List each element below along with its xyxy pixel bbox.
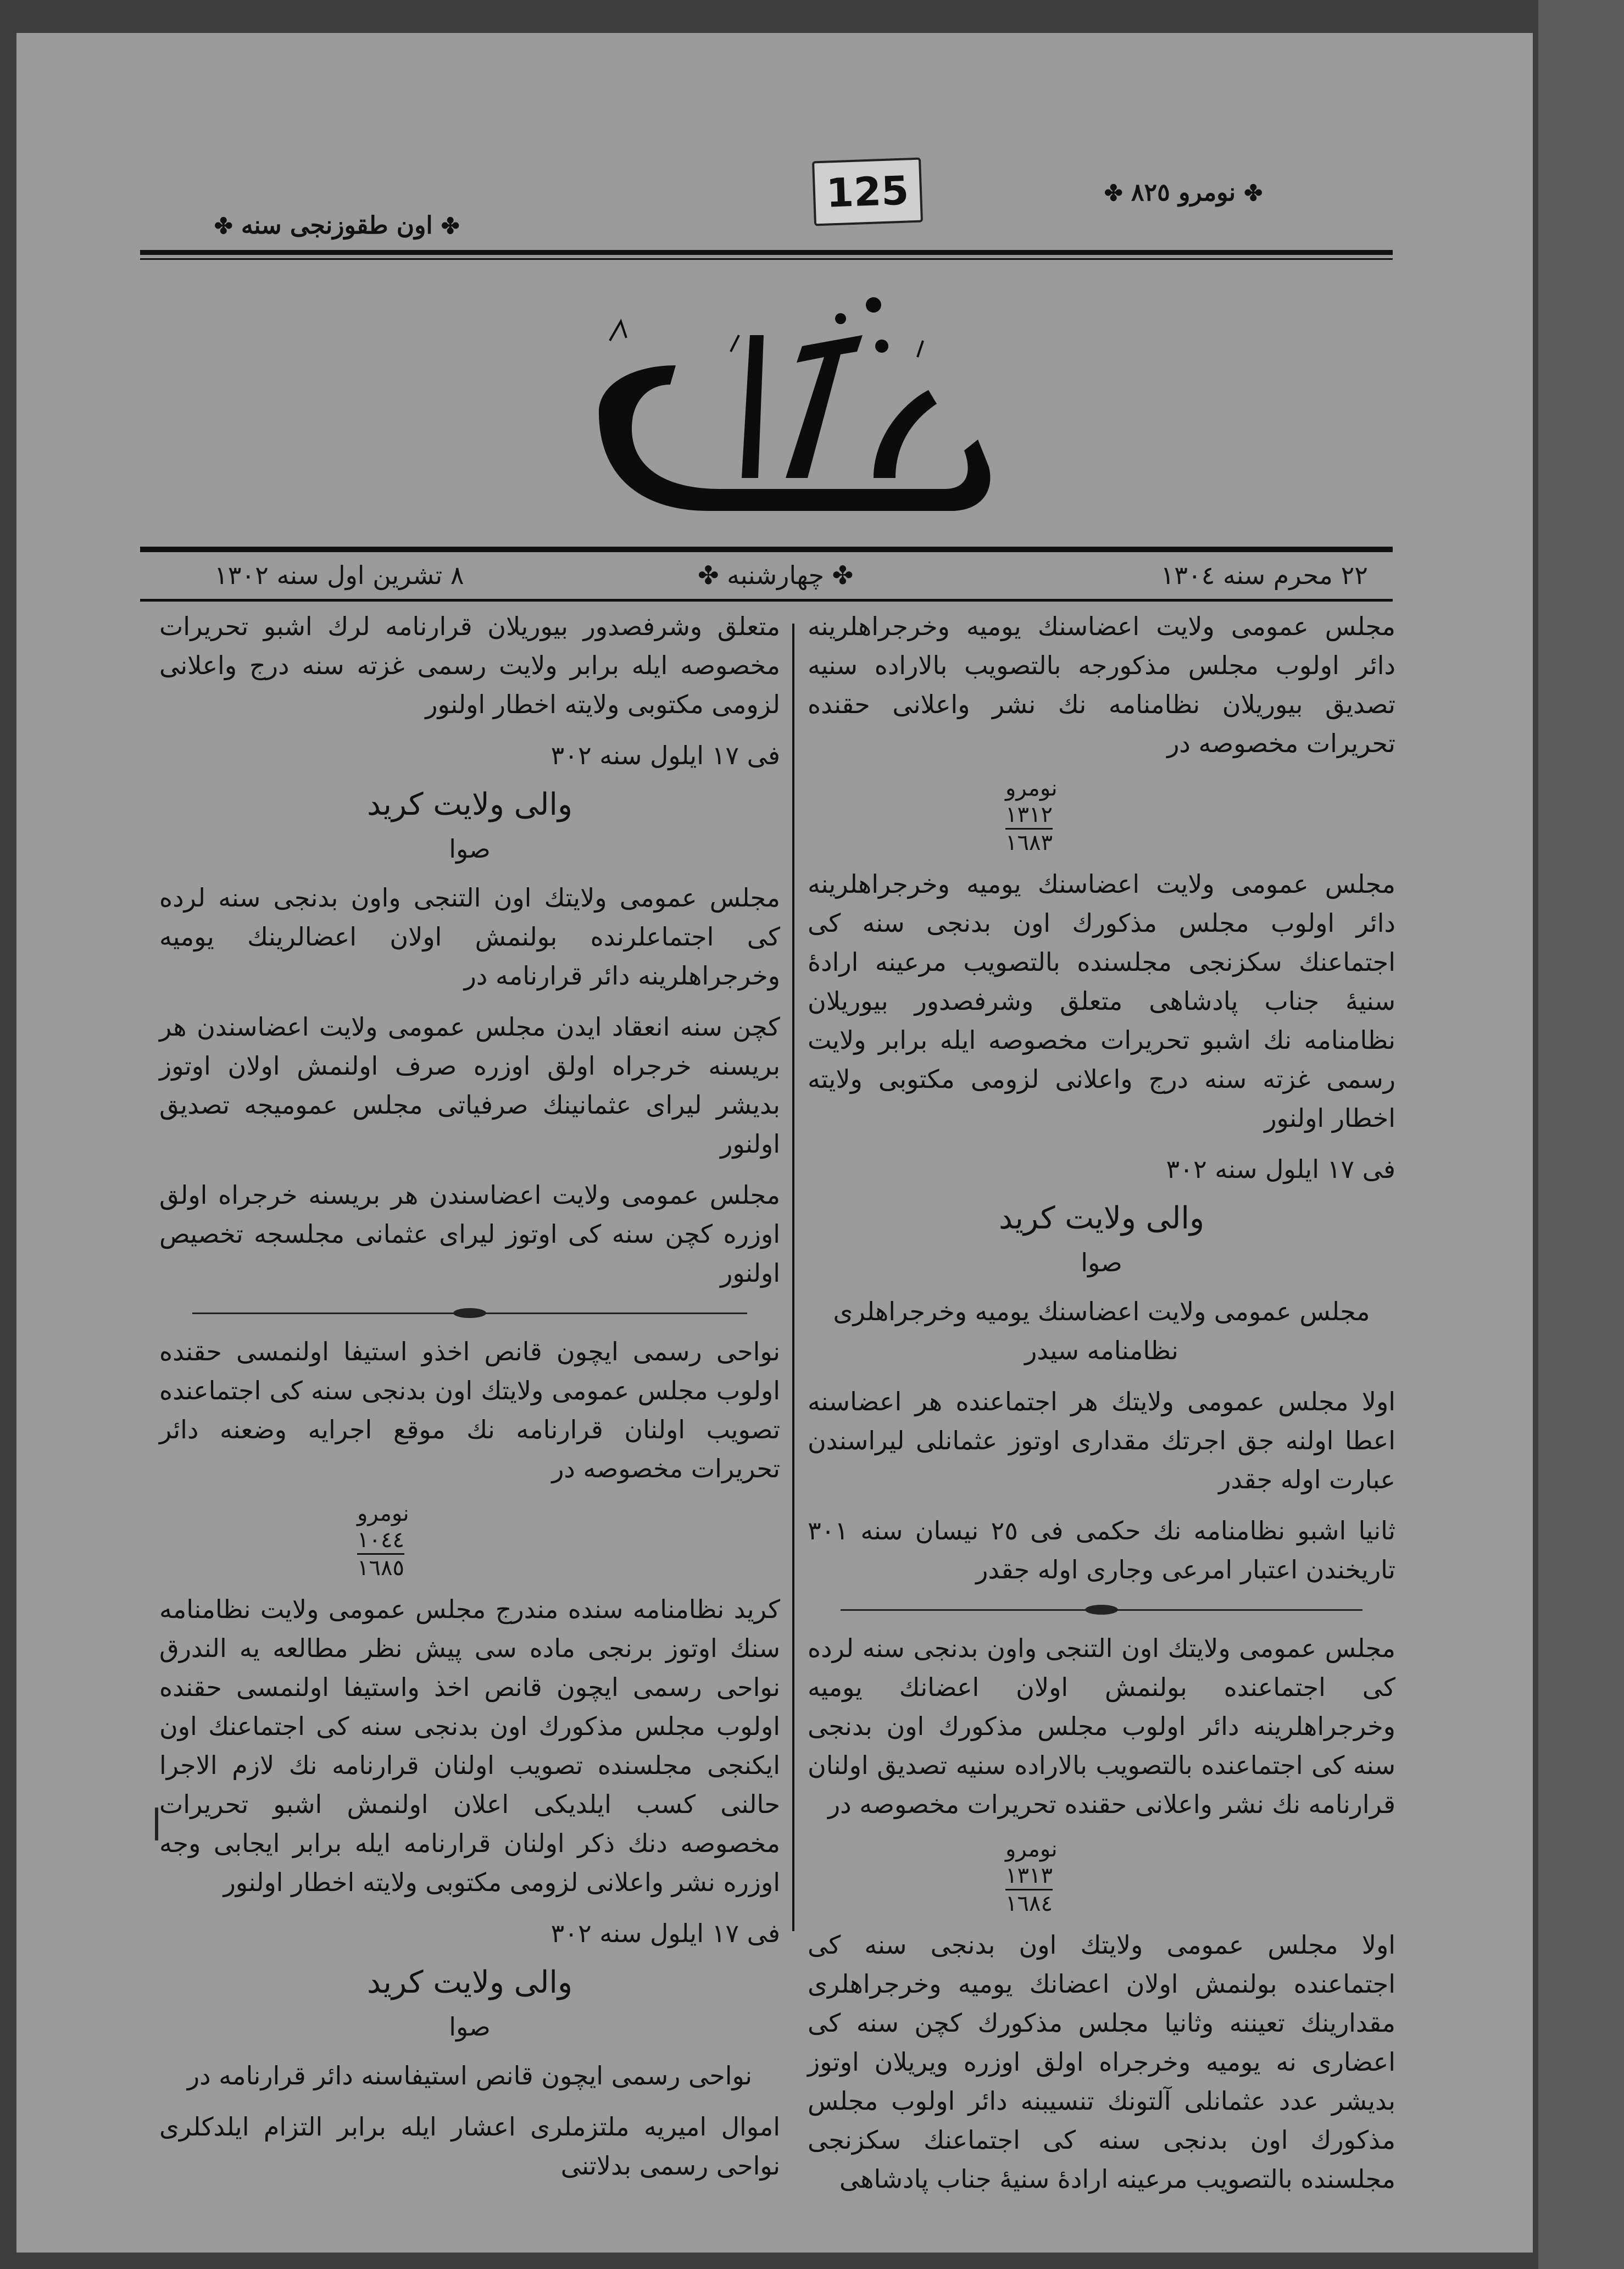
article-paragraph: مجلس عمومی ولایت اعضاسنك یومیه وخرجراهلرینه دائر اولوب مجلس مذكورك اون بدنجی سنه كی اجتماعنك سكزنجی مجلسنده بالتصویب مرعینه ارادهٔ سنیهٔ جناب پادشاهی متعلق وشرفصدور بیوریلان نظامنامه نك اشبو تحریرات مخصوصه ایله برابر ولایت رسمی غزته سنه درج واعلانی لزومی مكتوبی ولایته اخطار اولنور	[808, 869, 1395, 1133]
column-divider	[792, 624, 794, 1931]
article-paragraph: ثانیا اشبو نظامنامه نك حكمی فی ٢٥ نیسان سنه ٣٠١ تاریخندن اعتبار امرعی وجاری اوله جقدر	[808, 1516, 1395, 1584]
signer-name: صوا	[449, 2012, 491, 2042]
article-paragraph: اموال امیریه ملتزملری اعشار ایله برابر التزام ایلدكلری نواحی رسمی بدلاتنی	[159, 2112, 780, 2181]
star-ornament-icon: ✤	[441, 213, 460, 239]
article-paragraph: نواحی رسمی ایچون قانص اخذو استیفا اولنمسی حقنده اولوب مجلس عمومی ولایتك اون بدنجی سنه كی اجتماعنده تصویب اولنان قرارنامه نك موقع اجرایه وضعنه دائر تحریرات مخصوصه در	[159, 1337, 780, 1483]
star-ornament-icon: ✤	[1244, 180, 1263, 206]
article-paragraph: اولا مجلس عمومی ولایتك اون بدنجی سنه كی اجتماعنده بولنمش اولان اعضانك یومیه وخرجراهلری مقدارینك تعیننه وثانیا مجلس مذكورك كچن سنه كی اعضاری نه یومیه وخرجراه اولق اوزره ویریلان اوتوز بدیشر عدد عثمانلی آلتونك تنسیبنه دائر اولوب مجلس مذكورك اون بدنجی سنه كی اجتماعنك سكزنجی مجلسنده بالتصویب مرعینه ارادهٔ سنیهٔ جناب پادشاهی	[808, 1930, 1395, 2194]
article-paragraph: متعلق وشرفصدور بیوریلان قرارنامه لرك اشبو تحریرات مخصوصه ایله برابر ولایت رسمی غزته سنه درج واعلانی لزومی مكتوبی ولایته اخطار اولنور	[159, 611, 780, 719]
date-rumi: ٨ تشرین اول سنه ١٣٠٢	[214, 560, 464, 590]
margin-mark	[155, 1808, 158, 1840]
date-hijri: ٢٢ محرم سنه ١٣٠٤	[1160, 560, 1368, 590]
star-ornament-icon: ✤	[698, 560, 719, 590]
left-column	[159, 607, 780, 2181]
document-number-bottom: ١٦٨٣	[1005, 828, 1053, 856]
document-number-bottom: ١٦٨٤	[1005, 1889, 1053, 1917]
document-number-label: نومرو	[1005, 776, 1058, 801]
document-number-top: ١٣١٣	[1005, 1863, 1053, 1888]
article-paragraph: كريد نظامنامه سنده مندرج مجلس عمومی ولایت نظامنامه سنك اوتوز برنجی ماده سی پیش نظر مطالعه یه الندرق نواحی رسمی ایچون قانص اخذ واستیفا اولنمسی حقنده اولوب مجلس مذكورك اون بدنجی سنه كی اجتماعنك اون ایكنجی مجلسنده تصویب اولنان قرارنامه نك لازم الاجرا حالنی كسب ایلدیكی اعلان اولنمش اشبو تحریرات مخصوصه دنك ذكر اولنان قرارنامه ایله برابر ایجابی وجه اوزره نشر واعلانی لزومی مكتوبی ولایته اخطار اولنور	[159, 1594, 780, 1897]
signer-name: صوا	[449, 834, 491, 864]
star-ornament-icon: ✤	[832, 560, 854, 590]
star-ornament-icon: ✤	[214, 213, 233, 239]
article-paragraph: مجلس عمومی ولایت اعضاسنك یومیه وخرجراهلرینه دائر اولوب مجلس مذكورجه بالتصویب بالاراده سنیه تصدیق بیوریلان نظامنامه نك نشر واعلانی حقنده تحریرات مخصوصه در	[808, 611, 1395, 758]
signer-title: والی ولایت كريد	[366, 787, 573, 822]
document-number	[1005, 775, 1395, 856]
year-label	[214, 212, 459, 240]
signer-title: والی ولایت كريد	[366, 1965, 573, 2000]
issue-number-text: نومرو ٨٢٥	[1131, 179, 1236, 207]
document-number-top: ١٠٤٤	[357, 1527, 404, 1553]
document-number	[357, 1500, 780, 1581]
year-label-text: اون طقوزنجی سنه	[241, 212, 433, 240]
signer-title: والی ولایت كريد	[998, 1200, 1205, 1236]
article-paragraph: كچن سنه انعقاد ایدن مجلس عمومی ولایت اعضاسندن هر بریسنه خرجراه اولق اوزره صرف اولنمش اولان اوتوز بدیشر لیرای عثمانینك صرفیاتی مجلس عمومیجه تصدیق اولنور	[159, 1012, 780, 1159]
document-number-bottom: ١٦٨٥	[357, 1553, 404, 1581]
article-date: فی ١٧ ایلول سنه ٣٠٢	[550, 741, 780, 770]
signer-name: صوا	[1081, 1248, 1122, 1277]
document-number-label: نومرو	[357, 1501, 409, 1526]
masthead-rule	[140, 547, 1393, 552]
weekday-text: چهارشنبه	[727, 560, 825, 590]
dateline-rule	[140, 599, 1393, 602]
scan-backdrop	[1538, 0, 1624, 2269]
newspaper-page	[16, 33, 1533, 2253]
right-column	[808, 607, 1395, 2194]
section-divider-ornament	[841, 1601, 1362, 1618]
top-rule-thin	[140, 258, 1393, 260]
issue-number	[1104, 179, 1263, 207]
article-paragraph: مجلس عمومی ولایتك اون التنجی واون بدنجی سنه لرده كی اجتماعنده بولنمش اولان اعضانك یومیه وخرجراهلرینه دائر اولوب مجلس مذكورك اون بدنجی سنه كی اجتماعنده بالتصویب بالاراده سنیه تصدیق اولنان قرارنامه نك نشر واعلانی حقنده تحریرات مخصوصه در	[808, 1633, 1395, 1819]
section-heading: نواحی رسمی ایچون قانص استیفاسنه دائر قرارنامه در	[187, 2061, 753, 2090]
section-divider-ornament	[192, 1305, 747, 1321]
folio-number: 125	[812, 158, 923, 226]
section-heading: مجلس عمومی ولایت اعضاسنك یومیه وخرجراهلری نظامنامه سیدر	[833, 1297, 1370, 1365]
article-paragraph: مجلس عمومی ولایت اعضاسندن هر بریسنه خرجراه اولق اوزره كچن سنه كی اوتوز لیرای عثمانی مجلسجه تخصیص اولنور	[159, 1180, 780, 1288]
article-date: فی ١٧ ایلول سنه ٣٠٢	[1166, 1154, 1395, 1184]
document-number-top: ١٣١٢	[1005, 802, 1053, 827]
document-number-label: نومرو	[1005, 1837, 1058, 1862]
article-paragraph: اولا مجلس عمومی ولایتك هر اجتماعنده هر اعضاسنه اعطا اولنه جق اجرتك مقداری اوتوز عثمانلی لیراسندن عبارت اوله جقدر	[808, 1387, 1395, 1494]
article-date: فی ١٧ ایلول سنه ٣٠٢	[550, 1918, 780, 1948]
masthead-calligraphy	[566, 269, 1005, 544]
weekday	[698, 560, 853, 590]
star-ornament-icon: ✤	[1104, 180, 1123, 206]
document-number	[1005, 1836, 1395, 1917]
article-paragraph: مجلس عمومی ولایتك اون التنجی واون بدنجی سنه لرده كی اجتماعلرنده بولنمش اولان اعضالرینك یومیه وخرجراهلرینه دائر قرارنامه در	[159, 883, 780, 991]
top-rule	[140, 250, 1393, 255]
